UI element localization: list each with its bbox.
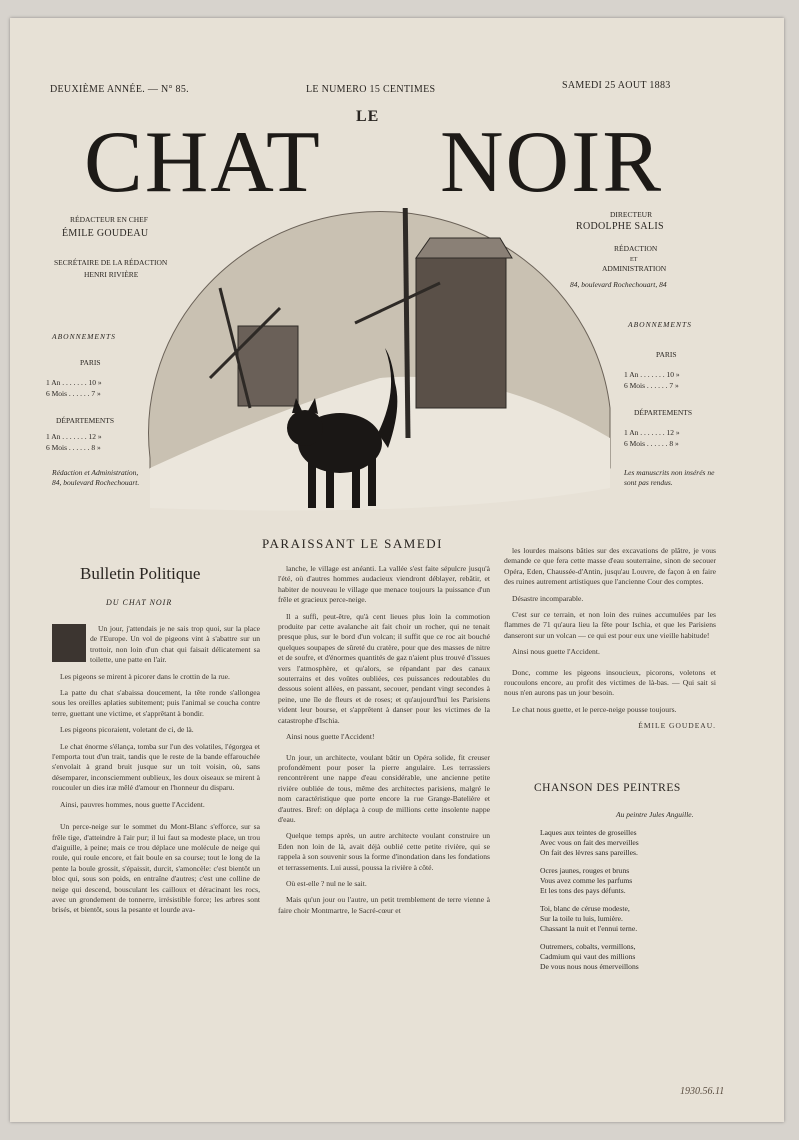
right-departements: DÉPARTEMENTS	[634, 408, 693, 417]
paragraph: Désastre incomparable.	[512, 593, 584, 603]
black-cat-windmill-illustration	[140, 208, 620, 528]
poem-line: Laques aux teintes de groseilles	[540, 828, 637, 837]
drop-cap-ornament	[52, 624, 86, 662]
paragraph: Ainsi nous guette l'Accident!	[286, 732, 375, 742]
left-paris-rate-2: 6 Mois . . . . . . 7 »	[46, 389, 101, 398]
administration-label: ADMINISTRATION	[602, 264, 667, 273]
catalog-number: 1930.56.11	[680, 1086, 725, 1097]
paragraph: Donc, comme les pigeons insoucieux, picorons, voletons et roucoulons encore, au profit des victimes de là-bas. — Qui sait si nous n'en aurons pas un jour besoin.	[504, 667, 716, 698]
paragraph: C'est sur ce terrain, et non loin des ruines accumulées par les flammes de 71 qu'aura lieu la fête pour Ischia, et que les Parisiens danseront sur un volcan — ce qui est pour eux une vieille habitude!	[504, 610, 716, 640]
title-chat: CHAT	[84, 114, 322, 211]
article-column-2	[278, 564, 490, 922]
article-heading: Bulletin Politique	[80, 564, 201, 583]
paragraph: les lourdes maisons bâties sur des excavations de plâtre, je vous demande ce que fera cette masse d'eau souterraine, sinon de secouer Opéra, Eden, Chaussée-d'Antin, jusqu'au Louvre, de façon à en faire des ruines autrement artistiques que l'ancienne Cour des comptes.	[504, 546, 716, 587]
poem-line: Outremers, cobalts, vermillons,	[540, 942, 636, 951]
article-byline: DU CHAT NOIR	[106, 598, 173, 607]
paraissant-le-samedi: PARAISSANT LE SAMEDI	[262, 536, 443, 551]
paragraph: Un perce-neige sur le sommet du Mont-Blanc s'efforce, sur sa frêle tige, d'atteindre à l'air pur; il lui faut sa modeste place, un trou d'aiguille, à peine; mais ce trou déplace une molécule de neige qui roule, qui roule encore, et fait boule en sa course; tout le long de la pente la boule grossit, s'épaissit, durcit, s'amoncèle: c'est bientôt un bloc qui, sous son poids, en entraîne d'autres; c'est une colline de neige qui descend, bousculant les cailloux et déracinant les rocs, avec un grondement de tonnerre, irrésistible force; les arbres sont brisés, et bientôt, sous la pesante et lourde ava-	[52, 822, 260, 915]
article-column-1	[52, 624, 260, 922]
redaction-label: RÉDACTION	[614, 244, 658, 253]
poem-line: Chassant la nuit et l'ennui terne.	[540, 924, 638, 933]
left-dep-rate-1: 1 An . . . . . . . 12 »	[46, 432, 102, 441]
poem-line: Avec vous on fait des merveilles	[540, 838, 639, 847]
poem-line: Toi, blanc de céruse modeste,	[540, 904, 630, 913]
article-column-3	[504, 546, 716, 732]
directeur-name: RODOLPHE SALIS	[576, 221, 664, 232]
poem-line: Ocres jaunes, rouges et bruns	[540, 866, 630, 875]
paragraph: Les pigeons picoraient, voletant de ci, de là.	[60, 725, 194, 735]
address: 84, boulevard Rochechouart, 84	[570, 280, 667, 289]
left-dep-rate-2: 6 Mois . . . . . . 8 »	[46, 443, 101, 452]
right-paris: PARIS	[656, 350, 677, 359]
poem-stanza	[540, 904, 730, 934]
poem-stanza	[540, 828, 730, 858]
left-paris: PARIS	[80, 358, 101, 367]
poem-line: Vous avez comme les parfums	[540, 876, 633, 885]
paragraph: Il a suffi, peut-être, qu'à cent lieues plus loin la commotion produite par cette avalanche ait fait choir un rocher, qui ne tenait presque plus, sur le bord d'un volcan; il suffit que ce roc ait bouché quelques soupapes de sûreté du cratère, pour que des masses de nitre et de soufre, et d'énormes quantités de gaz n'aient plus trouvé d'issues vers l'atmosphère, et qu'alors, se répandant par des canaux souterrains et des voûtes oubliées, ces puissances redoutables du dessous soient allées, en passant, secouer, pendant vingt secondes à peine, une île de fleurs et de roses; et qu'aujourd'hui les Parisiens vident leur bourse, et s'apprêtent à danser pour les victimes de la catastrophe d'Ischia.	[278, 611, 490, 725]
title-le: LE	[356, 108, 380, 125]
poem-line: De vous nous nous émerveillons	[540, 962, 639, 971]
poem-line: Cadmium qui vaut des millions	[540, 952, 636, 961]
secretaire-label: SECRÉTAIRE DE LA RÉDACTION	[54, 258, 168, 267]
redaction-note: Rédaction et Administration, 84, boulevard Rochechouart.	[52, 468, 140, 487]
signature: ÉMILE GOUDEAU.	[638, 721, 716, 731]
left-paris-rate-1: 1 An . . . . . . . 10 »	[46, 378, 102, 387]
right-dep-rate-2: 6 Mois . . . . . . 8 »	[624, 439, 679, 448]
newspaper-page	[10, 18, 784, 1122]
left-abonnements: ABONNEMENTS	[52, 332, 116, 341]
issue-price: LE NUMERO 15 CENTIMES	[306, 84, 436, 95]
paragraph: lanche, le village est anéanti. La vallée s'est faite sépulcre jusqu'à l'été, où d'autres hommes audacieux viendront déblayer, rebâtir, et habiter de nouveau le village que menace toujours la puissance d'un frêle et gracieux perce-neige.	[278, 564, 490, 605]
paragraph: Les pigeons se mirent à picorer dans le crottin de la rue.	[60, 671, 230, 681]
poem-line: On fait des lèvres sans pareilles.	[540, 848, 638, 857]
poem-body	[540, 828, 730, 980]
right-paris-rate-2: 6 Mois . . . . . . 7 »	[624, 381, 679, 390]
paragraph: Mais qu'un jour ou l'autre, un petit tremblement de terre vienne à faire choir Montmartre, le Sacré-cœur et	[278, 895, 490, 915]
right-paris-rate-1: 1 An . . . . . . . 10 »	[624, 370, 680, 379]
issue-date: SAMEDI 25 AOUT 1883	[562, 80, 671, 91]
poem-line: Sur la toile tu luis, lumière.	[540, 914, 623, 923]
paragraph: Ainsi nous guette l'Accident.	[512, 647, 600, 657]
paragraph: Ainsi, pauvres hommes, nous guette l'Accident.	[60, 799, 205, 809]
et-label: ET	[630, 257, 638, 263]
paragraph: Quelque temps après, un autre architecte voulant construire un Eden non loin de là, avait déjà oublié cette petite rivière, qui se rappela à son souvenir sous la forme d'inondation dans les fondations et terrassements. Lui aussi, poussa la rivière à côté.	[278, 831, 490, 872]
right-dep-rate-1: 1 An . . . . . . . 12 »	[624, 428, 680, 437]
paragraph: Un jour, un architecte, voulant bâtir un Opéra solide, fit creuser profondément pour poser la pierre angulaire. Les terrassiers rencontrèrent une nappe d'eau considérable, une ancienne petite rivière oubliée de tous, même des architectes parisiens, malgré le nom caractéristique que porte encore la rue Grange-Batelière et d'autres. Bref: on déplaça à coup de millions cette insolente nappe d'eau.	[278, 752, 490, 824]
paragraph: La patte du chat s'abaissa doucement, la tête ronde s'allongea sous les oreilles aplaties subitement; puis l'animal se coucha contre terre, guettant une victime, et s'apprêtant à bondir.	[52, 688, 260, 718]
redacteur-name: ÉMILE GOUDEAU	[62, 228, 149, 239]
title-noir: NOIR	[440, 114, 664, 211]
paragraph: Le chat nous guette, et le perce-neige pousse toujours.	[512, 704, 677, 714]
poem-title: CHANSON DES PEINTRES	[534, 782, 681, 794]
directeur-label: DIRECTEUR	[610, 210, 653, 219]
manuscrits-note: Les manuscrits non insérés ne sont pas rendus.	[624, 468, 715, 487]
paragraph: Un jour, j'attendais je ne sais trop quoi, sur la place de l'Europe. Un vol de pigeons vint à s'abattre sur un trottoir, non loin d'un chat qui faisait délicatement sa toilette, une patte en l'air.	[90, 624, 260, 665]
paragraph: Le chat énorme s'élança, tomba sur l'un des volatiles, l'égorgea et l'emporta tout d'un trait, tandis que le reste de la bande effarouchée s'envolait à grand bruit jusque sur un toit voisin, où, sans désemparer, inconsciemment oublieux, les doux oiseaux se mirent à roucouler un dies iræ mêlé d'amour en l'honneur du disparu.	[52, 741, 260, 793]
poem-stanza	[540, 942, 730, 972]
paragraph: Où est-elle ? nul ne le sait.	[286, 878, 367, 888]
issue-number: DEUXIÈME ANNÉE. — N° 85.	[50, 84, 189, 95]
left-departements: DÉPARTEMENTS	[56, 416, 115, 425]
poem-stanza	[540, 866, 730, 896]
secretaire-name: HENRI RIVIÈRE	[84, 270, 139, 279]
right-abonnements: ABONNEMENTS	[628, 320, 692, 329]
poem-line: Et les tons des pays défunts.	[540, 886, 626, 895]
redacteur-label: RÉDACTEUR EN CHEF	[70, 215, 148, 224]
poem-dedication: Au peintre Jules Anguille.	[616, 810, 694, 819]
